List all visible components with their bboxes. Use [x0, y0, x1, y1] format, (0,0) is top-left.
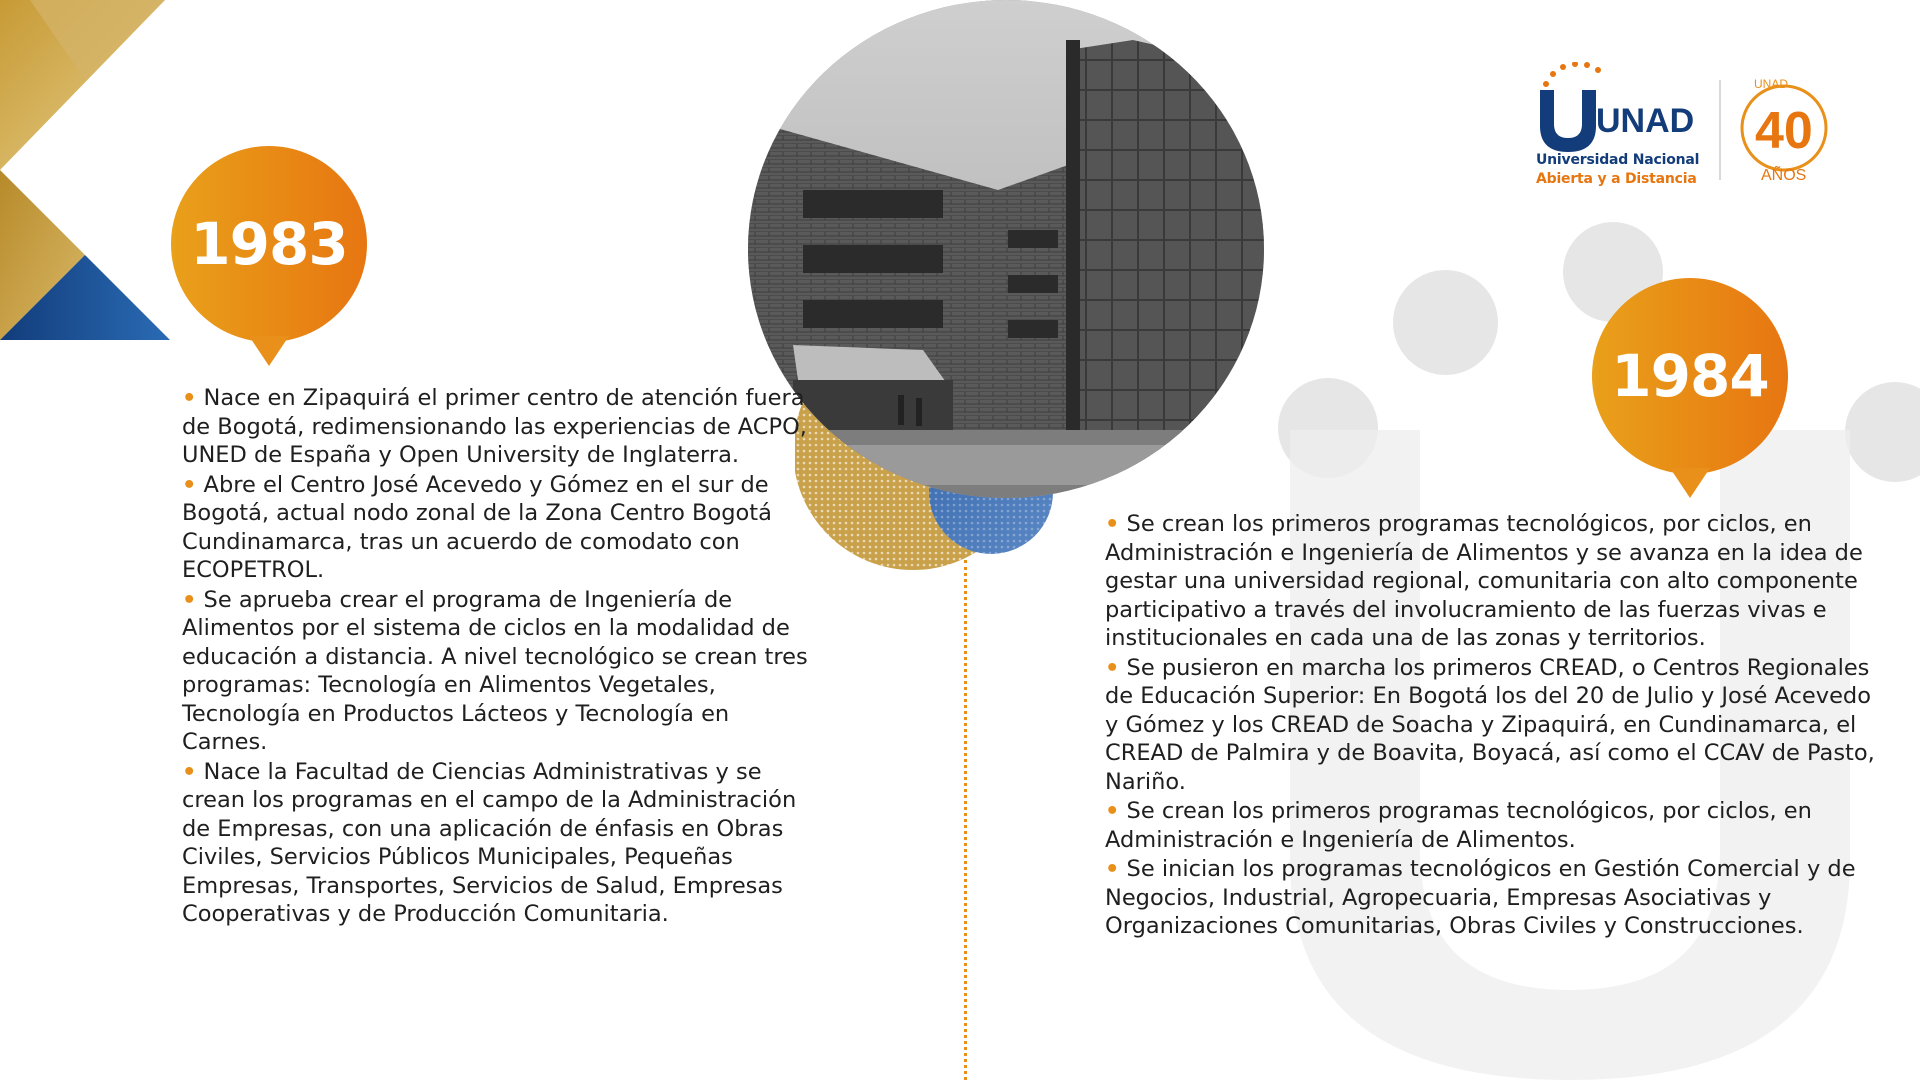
list-item: • Abre el Centro José Acevedo y Gómez en el sur de Bogotá, actual nodo zonal de la Zona Centro Bogotá Cundinamarca, tras un acuerdo de comodato con ECOPETROL. [182, 471, 772, 583]
list-item: • Nace la Facultad de Ciencias Administrativas y se crean los programas en el campo de la Administración de Empresas, con una aplicación de énfasis en Obras Civiles, Servicios Públicos Municipales, Pequeñas Empresas, Transportes, Servicios de Salud, Empresas Cooperativas y de Producción Comunitaria. [182, 758, 797, 927]
campus-building-photo [748, 0, 1264, 498]
list-item: • Se aprueba crear el programa de Ingeniería de Alimentos por el sistema de ciclos en la modalidad de educación a distancia. A nivel tecnológico se crean tres programas: Tecnología en Alimentos Vegetales, Tecnología en Productos Lácteos y Tecnología en Carnes. [182, 586, 808, 755]
logo-university-line1: Universidad Nacional [1536, 152, 1700, 168]
list-item: • Se crean los primeros programas tecnológicos, por ciclos, en Administración e Ingeniería de Alimentos y se avanza en la idea de gestar una universidad regional, comunitaria con alto componente participativo a través del involucramiento de las fuerzas vivas e institucionales en cada una de las zonas y territorios. [1105, 511, 1863, 651]
list-item: • Se inician los programas tecnológicos en Gestión Comercial y de Negocios, Industrial, Agropecuaria, Empresas Asociativas y Organizaciones Comunitarias, Obras Civiles y Construcciones. [1105, 856, 1856, 939]
text-block-1983 [182, 384, 817, 930]
bullet-icon: • [182, 586, 197, 613]
year-label: 1984 [1611, 342, 1769, 410]
text-block-1984 [1105, 510, 1875, 942]
unad-40-logo [1536, 62, 1846, 192]
timeline-line [964, 560, 967, 1080]
year-badge-1983 [171, 146, 367, 342]
decorative-circle [1393, 270, 1498, 375]
list-item: • Nace en Zipaquirá el primer centro de atención fuera de Bogotá, redimensionando las experiencias de ACPO, UNED de España y Open University de Inglaterra. [182, 385, 807, 468]
bullet-icon: • [1105, 654, 1120, 681]
list-item: • Se crean los primeros programas tecnológicos, por ciclos, en Administración e Ingeniería de Alimentos. [1105, 798, 1812, 853]
svg-text:40: 40 [1755, 102, 1813, 160]
year-badge-1984 [1592, 278, 1788, 474]
decorative-triangles [0, 0, 180, 345]
bullet-icon: • [1105, 856, 1120, 882]
bullet-icon: • [182, 471, 197, 498]
bullet-icon: • [1105, 798, 1120, 824]
svg-text:AÑOS: AÑOS [1761, 167, 1807, 184]
bullet-icon: • [182, 758, 197, 785]
year-label: 1983 [190, 210, 348, 278]
logo-university-line2: Abierta y a Distancia [1536, 171, 1697, 187]
list-item: • Se pusieron en marcha los primeros CREAD, o Centros Regionales de Educación Superior: En Bogotá los del 20 de Julio y José Acevedo y Gómez y los CREAD de Soacha y Zipaquirá, en Cundinamarca, el CREAD de Palmira y de Boavita, Boyacá, así como el CCAV de Pasto, Nariño. [1105, 654, 1875, 795]
bullet-icon: • [182, 385, 197, 411]
svg-text:UNAD: UNAD [1754, 77, 1789, 91]
logo-nad: UNAD [1596, 102, 1695, 140]
bullet-icon: • [1105, 511, 1120, 537]
